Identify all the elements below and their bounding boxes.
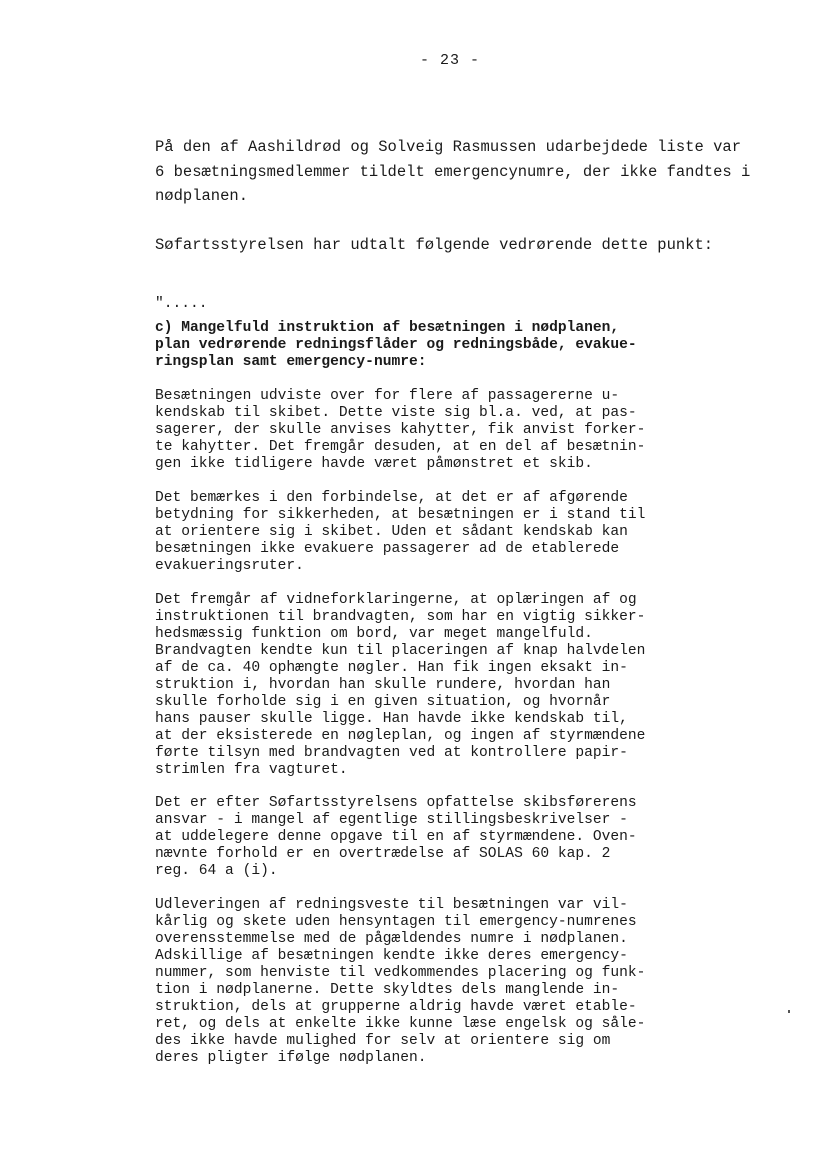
- intro-paragraph-1: På den af Aashildrød og Solveig Rasmussen udarbejdede liste var 6 besætningsmedlemmer tildelt emergencynumre, der ikke fandtes i nødplanen.: [155, 138, 751, 205]
- quote-paragraph-3: [155, 592, 755, 779]
- quote-opening-mark: ".....: [155, 296, 208, 312]
- scan-speck: [788, 1010, 790, 1013]
- page-number: - 23 -: [419, 52, 480, 69]
- quote-paragraph-text: Besætningen udviste over for flere af passagererne u- kendskab til skibet. Dette viste sig bl.a. ved, at pas- sagerer, der skulle anvises kahytter, fik anvist forker- te kahytter. Det fremgår desuden, at en del af besætnin- gen ikke tidligere havde været påmønstret et skib.: [155, 388, 646, 472]
- quote-paragraph-4: [155, 795, 755, 880]
- quote-paragraph-text: Det bemærkes i den forbindelse, at det er af afgørende betydning for sikkerheden, at besætningen er i stand til at orientere sig i skibet. Uden et sådant kendskab kan besætningen ikke evakuere passagerer ad de etablerede evakueringsruter.: [155, 490, 646, 574]
- intro-paragraph-2: Søfartsstyrelsen har udtalt følgende vedrørende dette punkt:: [155, 236, 714, 254]
- quote-heading: c) Mangelfuld instruktion af besætningen i nødplanen, plan vedrørende redningsflåder og redningsbåde, evakue- ringsplan samt emergency-numre:: [155, 320, 637, 370]
- quote-paragraph-5: [155, 897, 755, 1067]
- quote-paragraph-2: [155, 490, 755, 575]
- quote-paragraph-text: Udleveringen af redningsveste til besætningen var vil- kårlig og skete uden hensyntagen til emergency-numrenes overensstemmelse med de pågældendes numre i nødplanen. Adskillige af besætningen kendte ikke deres emergency- nummer, som henviste til vedkommendes placering og funk- tion i nødplanerne. Dette skyldtes dels manglende in- struktion, dels at grupperne aldrig havde været etable- ret, og dels at enkelte ikke kunne læse engelsk og såle- des ikke havde mulighed for selv at orientere sig om deres pligter ifølge nødplanen.: [155, 897, 646, 1066]
- quote-paragraph-1: [155, 388, 755, 473]
- quote-paragraph-text: Det er efter Søfartsstyrelsens opfattelse skibsførerens ansvar - i mangel af egentlige stillingsbeskrivelser - at uddelegere denne opgave til en af styrmændene. Oven- nævnte forhold er en overtrædelse af SOLAS 60 kap. 2 reg. 64 a (i).: [155, 795, 637, 879]
- quote-paragraph-text: Det fremgår af vidneforklaringerne, at oplæringen af og instruktionen til brandvagten, som har en vigtig sikker- hedsmæssig funktion om bord, var meget mangelfuld. Brandvagten kendte kun til placeringen af knap halvdelen af de ca. 40 ophængte nøgler. Han fik ingen eksakt in- struktion i, hvordan han skulle rundere, hvordan han skulle forholde sig i en given situation, og hvornår hans pauser skulle ligge. Han havde ikke kendskab til, at der eksisterede en nøgleplan, og ingen af styrmændene førte tilsyn med brandvagten ved at kontrollere papir- strimlen fra vagturet.: [155, 592, 646, 778]
